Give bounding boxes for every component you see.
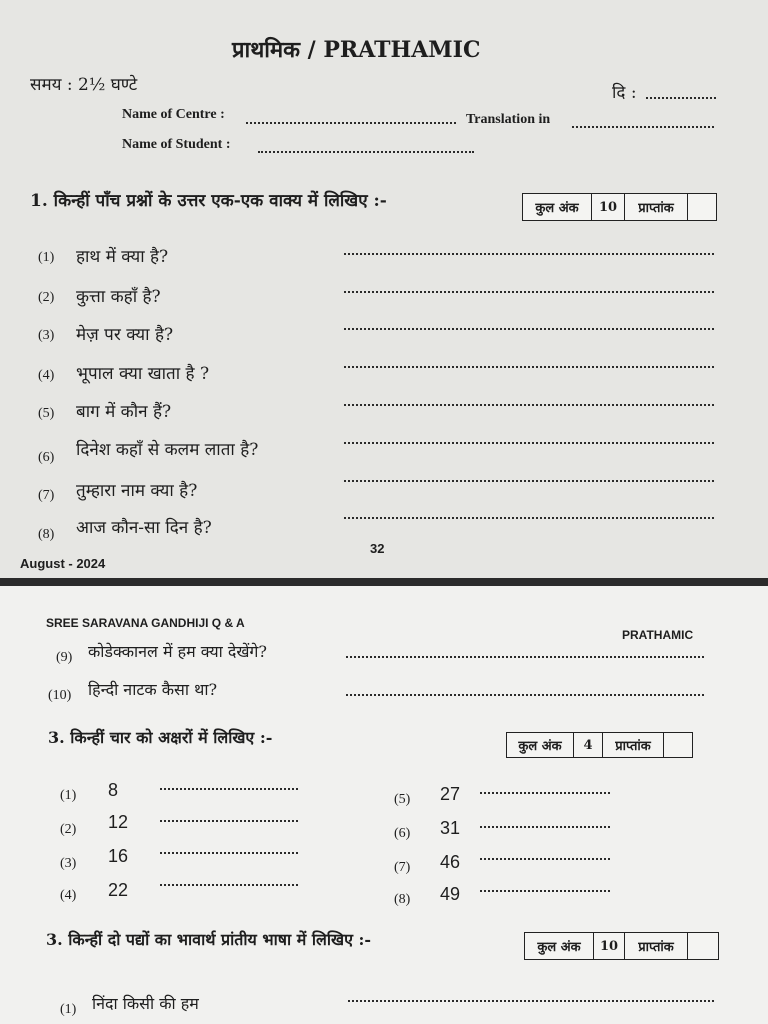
question-number: (10): [48, 688, 72, 703]
footer-date: August - 2024: [20, 556, 106, 571]
question-number: (3): [38, 328, 55, 343]
marks-obtained-value[interactable]: [688, 933, 718, 959]
marks-box: [524, 932, 719, 960]
number-value: 22: [108, 880, 129, 900]
section-3a-heading: 3. किन्हीं चार को अक्षरों में लिखिए :-: [48, 728, 273, 747]
question-text: दिनेश कहाँ से कलम लाता है?: [76, 440, 259, 460]
marks-obtained-value[interactable]: [664, 733, 692, 757]
number-value: 49: [440, 884, 461, 904]
answer-line[interactable]: [480, 858, 610, 860]
question-number: (9): [56, 650, 73, 665]
question-number: (7): [38, 488, 55, 503]
item-number: (3): [60, 856, 77, 871]
publisher-header: SREE SARAVANA GANDHIJI Q & A: [46, 616, 245, 630]
question-text: कुत्ता कहाँ है?: [76, 287, 161, 307]
time-label: समय : 2½ घण्टे: [30, 75, 138, 95]
question-number: (4): [38, 368, 55, 383]
answer-line[interactable]: [344, 366, 714, 368]
marks-total-label: कुल अंक: [525, 933, 594, 959]
item-number: (1): [60, 1002, 77, 1017]
question-text: बाग में कौन हैं?: [76, 402, 172, 422]
marks-total-value: 10: [594, 933, 625, 959]
date-label: दि :: [612, 83, 637, 103]
answer-line[interactable]: [160, 884, 298, 886]
item-number: (1): [60, 788, 77, 803]
marks-obtained-label: प्राप्तांक: [603, 733, 664, 757]
translation-label: Translation in: [466, 112, 551, 127]
marks-box: [522, 193, 717, 221]
marks-box: [506, 732, 693, 758]
item-number: (8): [394, 892, 411, 907]
student-label: Name of Student :: [122, 137, 231, 152]
marks-total-value: 10: [592, 194, 625, 220]
item-number: (2): [60, 822, 77, 837]
answer-line[interactable]: [160, 788, 298, 790]
answer-line[interactable]: [346, 694, 704, 696]
section-3b-heading: 3. किन्हीं दो पद्यों का भावार्थ प्रांतीय भाषा में लिखिए :-: [46, 930, 372, 949]
answer-line[interactable]: [480, 792, 610, 794]
answer-line[interactable]: [344, 480, 714, 482]
question-text: भूपाल क्या खाता है ?: [76, 364, 210, 384]
number-value: 8: [108, 780, 119, 800]
number-value: 31: [440, 818, 461, 838]
answer-line[interactable]: [480, 826, 610, 828]
question-text: हाथ में क्या है?: [76, 247, 169, 267]
translation-line[interactable]: [572, 126, 714, 128]
answer-line[interactable]: [160, 820, 298, 822]
number-value: 27: [440, 784, 461, 804]
question-number: (5): [38, 406, 55, 421]
answer-line[interactable]: [344, 517, 714, 519]
marks-obtained-label: प्राप्तांक: [625, 194, 688, 220]
item-number: (6): [394, 826, 411, 841]
marks-total-value: 4: [574, 733, 603, 757]
answer-line[interactable]: [344, 442, 714, 444]
answer-line[interactable]: [344, 328, 714, 330]
number-value: 46: [440, 852, 461, 872]
marks-total-label: कुल अंक: [507, 733, 574, 757]
page-bottom: [0, 578, 768, 1024]
question-text: मेज़ पर क्या है?: [76, 325, 174, 345]
answer-line[interactable]: [480, 890, 610, 892]
question-text: आज कौन-सा दिन है?: [76, 518, 212, 538]
answer-line[interactable]: [348, 1000, 714, 1002]
centre-line[interactable]: [246, 122, 456, 124]
number-value: 16: [108, 846, 129, 866]
answer-line[interactable]: [344, 253, 714, 255]
number-value: 12: [108, 812, 129, 832]
question-number: (2): [38, 290, 55, 305]
item-number: (4): [60, 888, 77, 903]
marks-obtained-label: प्राप्तांक: [625, 933, 688, 959]
page-title: प्राथमिक / PRATHAMIC: [232, 37, 481, 63]
date-line[interactable]: [646, 97, 716, 99]
answer-line[interactable]: [344, 291, 714, 293]
answer-line[interactable]: [346, 656, 704, 658]
question-text: हिन्दी नाटक कैसा था?: [88, 680, 218, 699]
question-text: कोडेक्कानल में हम क्या देखेंगे?: [88, 642, 268, 661]
section-1-heading: 1. किन्हीं पाँच प्रश्नों के उत्तर एक-एक वाक्य में लिखिए :-: [30, 191, 387, 211]
poem-text: निंदा किसी की हम: [92, 994, 199, 1013]
answer-line[interactable]: [160, 852, 298, 854]
student-line[interactable]: [258, 151, 474, 153]
marks-total-label: कुल अंक: [523, 194, 592, 220]
marks-obtained-value[interactable]: [688, 194, 716, 220]
item-number: (7): [394, 860, 411, 875]
question-number: (1): [38, 250, 55, 265]
item-number: (5): [394, 792, 411, 807]
question-text: तुम्हारा नाम क्या है?: [76, 481, 198, 501]
section-header: PRATHAMIC: [622, 628, 694, 642]
answer-line[interactable]: [344, 404, 714, 406]
page-number: 32: [370, 541, 385, 556]
question-number: (6): [38, 450, 55, 465]
question-number: (8): [38, 527, 55, 542]
centre-label: Name of Centre :: [122, 107, 225, 122]
